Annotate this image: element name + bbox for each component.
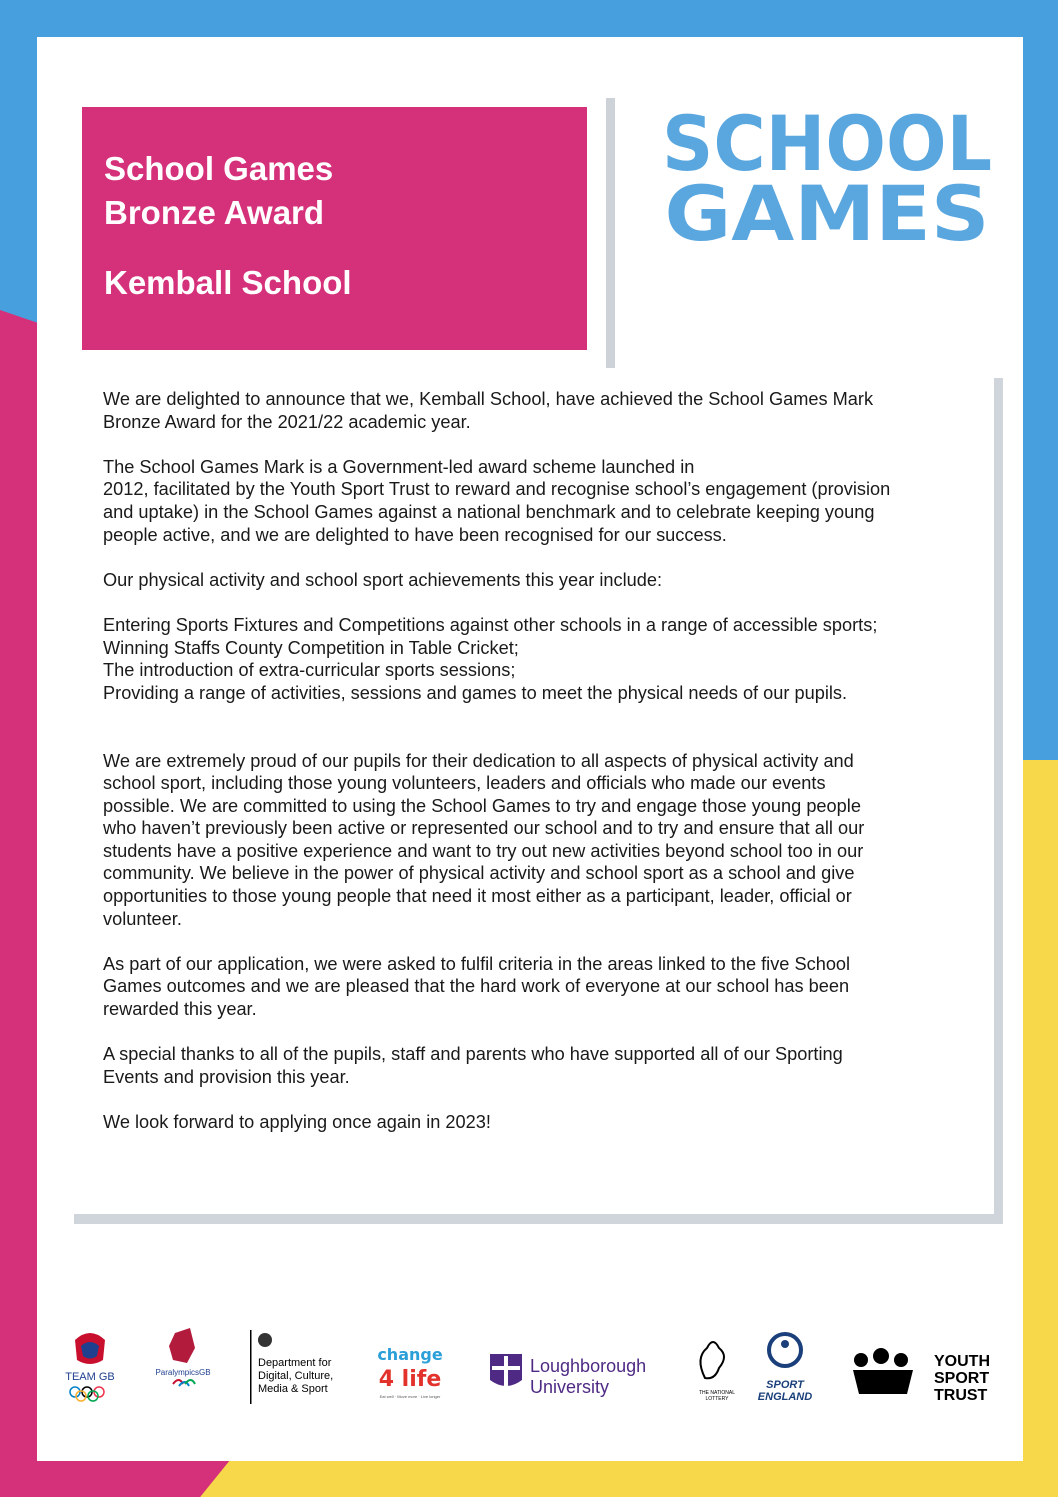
scheme-line3: and uptake) in the School Games against a national benchmark and to celebrate keeping young [103, 501, 875, 522]
dcms-line3: Media & Sport [258, 1383, 328, 1395]
logo-line1: SCHOOL [662, 100, 992, 188]
award-title-line2: Bronze Award [104, 194, 325, 231]
sponsor-logos [55, 1318, 1005, 1418]
thanks-line: Events and provision this year. [103, 1066, 350, 1087]
paralympics-gb-label: ParalympicsGB [155, 1368, 211, 1377]
loughborough-university-logo [490, 1354, 646, 1397]
national-lottery-logo [699, 1342, 735, 1402]
award-title-line1: School Games [104, 150, 334, 187]
scheme-line2: 2012, facilitated by the Youth Sport Trust to reward and recognise school’s engagement (provision [103, 479, 891, 500]
intro-line2: Bronze Award for the 2021/22 academic year. [103, 411, 471, 432]
achievement-item: Providing a range of activities, sessions and games to meet the physical needs of our pupils. [103, 682, 848, 703]
sport-england-logo [758, 1334, 812, 1403]
dcms-line2: Digital, Culture, [258, 1370, 334, 1382]
change4life-line1: change [377, 1345, 443, 1364]
team-gb-logo [65, 1333, 115, 1401]
lottery-line1: THE NATIONAL [698, 1390, 736, 1396]
scheme-line1: The School Games Mark is a Government-led award scheme launched in [103, 456, 695, 477]
thanks-line: A special thanks to all of the pupils, staff and parents who have supported all of our Sporting [103, 1044, 843, 1065]
achievement-item: The introduction of extra-curricular sports sessions; [103, 660, 516, 681]
change4life-tagline: Eat well · Move more · Live longer [379, 1394, 441, 1399]
change4life-logo [377, 1345, 443, 1399]
application-line: Games outcomes and we are pleased that the hard work of everyone at our school has been [103, 976, 850, 997]
content-frame-bottom [74, 1214, 1003, 1224]
content-frame-right [994, 378, 1003, 1224]
achievement-item: Entering Sports Fixtures and Competitions against other schools in a range of accessible sports; [103, 614, 878, 635]
closing-line: We look forward to applying once again in 2023! [103, 1112, 491, 1132]
logo-line2: GAMES [664, 169, 990, 250]
pride-line: school sport, including those young volunteers, leaders and officials who made our events [103, 773, 826, 794]
yst-line3: TRUST [934, 1387, 988, 1404]
award-letter-body [103, 388, 983, 1134]
border-pink-bottom [0, 1460, 230, 1497]
yst-line2: SPORT [934, 1370, 990, 1387]
youth-sport-trust-logo [853, 1348, 990, 1404]
team-gb-label: TEAM GB [65, 1371, 115, 1383]
scheme-line4: people active, and we are delighted to have been recognised for our success. [103, 524, 727, 545]
pride-line: volunteer. [103, 908, 182, 929]
header-divider [606, 98, 615, 368]
dcms-logo [250, 1330, 333, 1404]
loughborough-line2: University [530, 1377, 610, 1397]
change4life-line2: 4 life [378, 1367, 442, 1392]
pride-line: possible. We are committed to using the School Games to try and engage those young people [103, 795, 861, 816]
loughborough-line1: Loughborough [530, 1356, 647, 1376]
achievements-heading: Our physical activity and school sport achievements this year include: [103, 569, 663, 590]
school-games-logo [655, 100, 1000, 250]
sport-england-line1: SPORT [766, 1379, 804, 1391]
application-line: rewarded this year. [103, 999, 257, 1020]
dcms-line1: Department for [258, 1357, 332, 1369]
pride-line: opportunities to those young people that need it most either as a participant, leader, official or [103, 886, 852, 907]
sport-england-line2: ENGLAND [757, 1391, 813, 1403]
application-line: As part of our application, we were asked to fulfil criteria in the areas linked to the five School [103, 953, 851, 974]
yst-line1: YOUTH [934, 1353, 990, 1370]
award-title-box [82, 107, 587, 350]
pride-line: who haven’t previously been active or represented our school and to try and ensure that all our [103, 818, 865, 839]
pride-line: community. We believe in the power of physical activity and school sport as a school and give [103, 863, 855, 884]
pride-line: We are extremely proud of our pupils for their dedication to all aspects of physical activity and [103, 750, 854, 771]
intro-line1: We are delighted to announce that we, Kemball School, have achieved the School Games Mark [103, 389, 874, 409]
school-name: Kemball School [104, 264, 352, 301]
paralympics-gb-logo [155, 1328, 210, 1386]
pride-line: students have a positive experience and want to try out new activities beyond school too in our [103, 840, 864, 861]
lottery-line2: LOTTERY [705, 1396, 729, 1402]
achievement-item: Winning Staffs County Competition in Table Cricket; [103, 637, 519, 658]
